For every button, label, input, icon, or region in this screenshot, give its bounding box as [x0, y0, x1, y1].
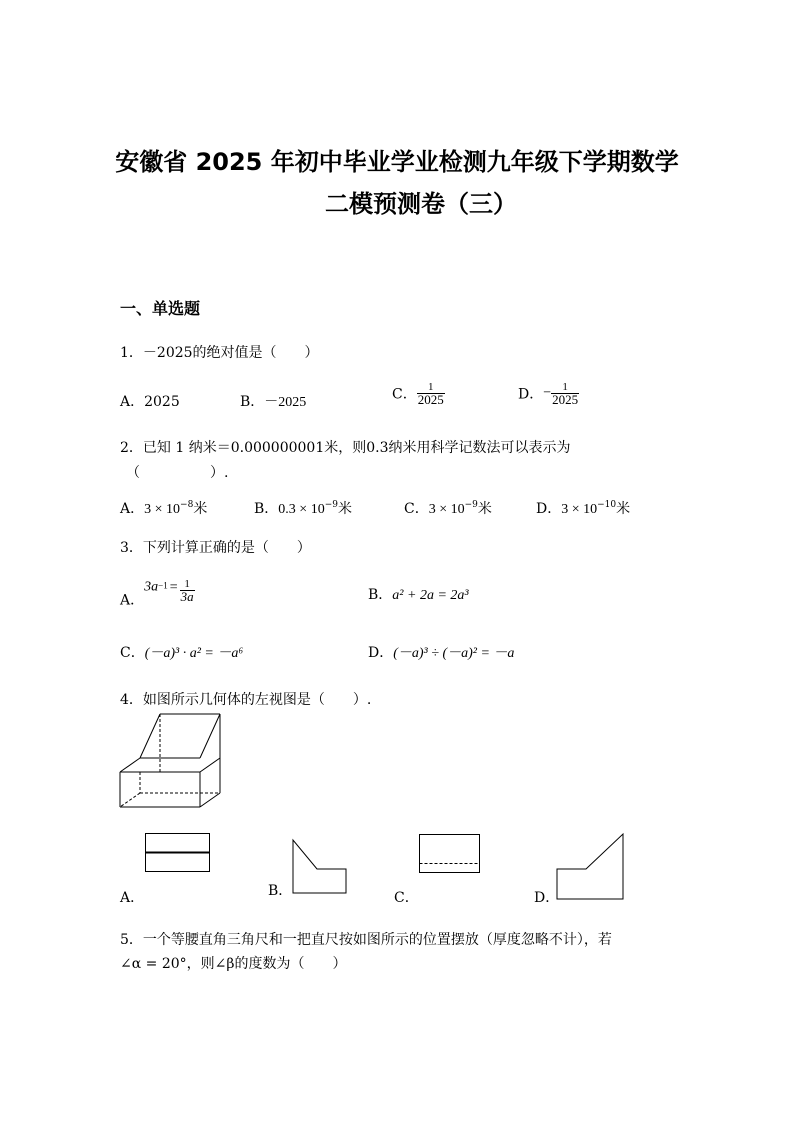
question-1-option-d [518, 381, 579, 406]
option-label: A． [120, 501, 145, 517]
fraction [417, 381, 445, 406]
option-exponent: −10 [597, 500, 617, 510]
question-3-option-c [120, 642, 243, 662]
option-value: －2025 [264, 395, 307, 410]
option-label: C． [404, 501, 429, 517]
option-exponent: −1 [158, 580, 168, 591]
question-1-option-b [240, 391, 306, 411]
option-base: 3 × 10 [428, 502, 465, 517]
question-1-option-c [392, 381, 445, 406]
question-3-stem: 3．下列计算正确的是（ ） [120, 540, 311, 556]
question-2-option-a [120, 498, 207, 518]
question-4-option-a-figure [145, 833, 211, 873]
option-label: C． [120, 645, 145, 661]
option-label: B． [254, 501, 279, 517]
option-base: 3 × 10 [561, 502, 598, 517]
option-exponent: −8 [180, 500, 194, 510]
option-unit: 米 [616, 501, 631, 517]
question-3-option-d [368, 642, 514, 662]
question-4-stem: 4．如图所示几何体的左视图是（ ）. [120, 692, 372, 708]
question-4-option-b-label: B． [268, 883, 293, 899]
question-4-option-c-figure [419, 834, 481, 874]
fraction-numerator: 1 [180, 578, 195, 591]
option-expression: (－a)³ · a² = －a⁶ [144, 646, 244, 661]
question-3-option-a [120, 578, 195, 610]
question-2-option-d [536, 498, 630, 518]
section-heading: 一、单选题 [120, 299, 201, 318]
option-unit: 米 [477, 501, 492, 517]
option-base: 3 × 10 [144, 502, 181, 517]
question-2-stem-line1: 2．已知 1 纳米＝0.000000001米，则0.3纳米用科学记数法可以表示为 [120, 440, 571, 456]
fraction-numerator: 1 [551, 381, 579, 394]
option-label: D． [536, 501, 562, 517]
question-2-option-c [404, 498, 492, 518]
option-label: A． [120, 592, 145, 609]
equals-sign: = [169, 579, 178, 595]
option-lhs: 3a [144, 579, 159, 595]
document-title-line2: 二模预测卷（三） [325, 190, 517, 218]
option-label: D． [518, 386, 544, 403]
fraction-denominator: 3a [180, 589, 194, 604]
option-exponent: −9 [324, 500, 338, 510]
option-expression: (－a)³ ÷ (－a)² = －a [393, 646, 515, 661]
option-exponent: −9 [464, 500, 478, 510]
question-4-option-d-figure [556, 833, 626, 901]
question-4-option-b-figure [292, 839, 348, 895]
question-5-stem-line1: 5．一个等腰直角三角尺和一把直尺按如图所示的位置摆放（厚度忽略不计），若 [120, 932, 612, 948]
option-expression: a² + 2a = 2a³ [392, 588, 469, 603]
question-4-solid-figure [118, 712, 224, 810]
option-label: C． [392, 386, 417, 403]
question-1-option-a [120, 391, 180, 411]
question-2-stem-line2: （ ）. [126, 465, 229, 481]
question-5-stem-line2: ∠α = 20°，则∠β的度数为（ ） [120, 956, 347, 972]
option-text: A．2025 [120, 394, 180, 410]
option-base: 0.3 × 10 [278, 502, 325, 517]
option-label: D． [368, 645, 394, 661]
fraction-numerator: 1 [417, 381, 445, 394]
question-4-option-c-label: C． [394, 890, 419, 906]
minus-sign: − [543, 385, 552, 401]
fraction [551, 381, 579, 406]
question-4-option-a-label: A． [120, 890, 145, 906]
fraction-denominator: 2025 [417, 392, 444, 407]
option-unit: 米 [193, 501, 208, 517]
option-label: B． [368, 587, 393, 603]
fraction [180, 578, 195, 603]
option-label: B． [240, 394, 265, 410]
question-1-stem: 1．－2025的绝对值是（ ） [120, 345, 319, 361]
question-2-option-b [254, 498, 352, 518]
fraction-denominator: 2025 [552, 392, 579, 407]
document-title-line1: 安徽省 2025 年初中毕业学业检测九年级下学期数学 [115, 148, 679, 176]
question-4-option-d-label: D． [534, 890, 560, 906]
option-unit: 米 [337, 501, 352, 517]
question-3-option-b [368, 584, 469, 604]
